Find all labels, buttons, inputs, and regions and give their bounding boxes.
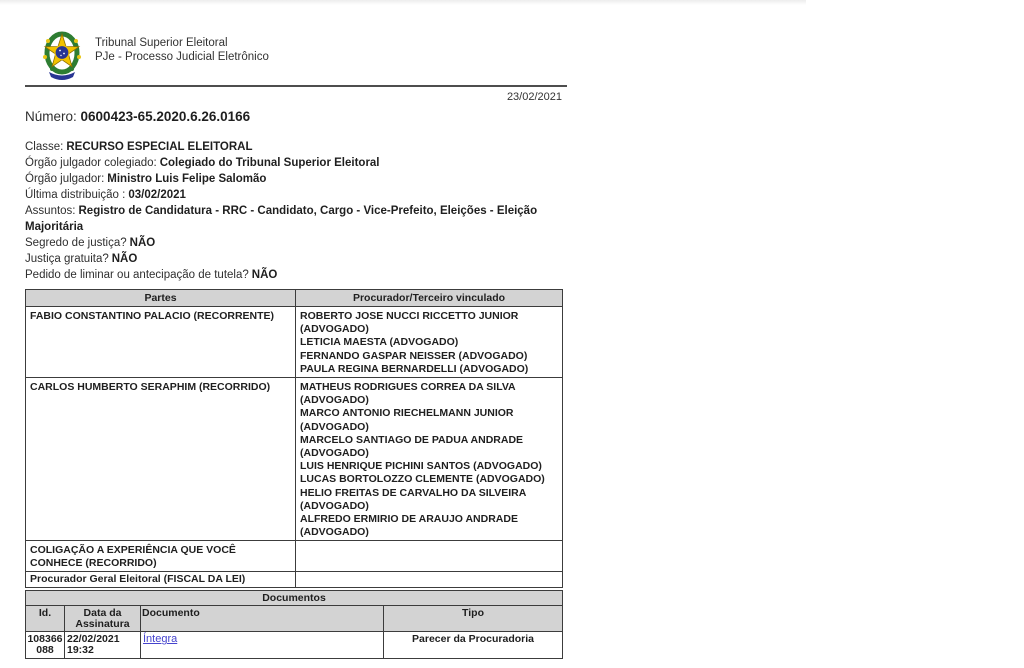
detail-assuntos: Assuntos: Registro de Candidatura - RRC - Candidato, Cargo - Vice-Prefeito, Eleições - Eleição Majoritária — [25, 205, 538, 233]
viewport-top-shadow — [0, 0, 806, 5]
tse-coat-of-arms-logo — [38, 27, 86, 85]
parties-header-row — [26, 290, 563, 307]
lawyer-name: MARCO ANTONIO RIECHELMANN JUNIOR (ADVOGADO) — [300, 407, 514, 433]
table-row — [26, 307, 563, 378]
detail-segredo-justica: Segredo de justiça? NÃO — [25, 237, 156, 249]
documents-title: Documentos — [26, 591, 563, 606]
org-name: Tribunal Superior Eleitoral — [95, 37, 228, 49]
header-divider — [25, 85, 567, 87]
lawyers-cell — [296, 378, 563, 541]
detail-classe: Classe: RECURSO ESPECIAL ELEITORAL — [25, 141, 253, 153]
system-name: PJe - Processo Judicial Eletrônico — [95, 51, 269, 63]
table-row — [26, 378, 563, 541]
case-details — [25, 139, 565, 283]
org-title-block — [95, 36, 269, 64]
detail-pedido-liminar: Pedido de liminar ou antecipação de tutela? NÃO — [25, 269, 278, 281]
parties-table — [25, 289, 563, 588]
party-name: Procurador Geral Eleitoral (FISCAL DA LEI) — [26, 572, 296, 588]
table-row — [26, 541, 563, 572]
case-number-label: Número: — [25, 109, 77, 124]
lawyers-cell-empty — [296, 541, 563, 572]
lawyer-name: LUCAS BORTOLOZZO CLEMENTE (ADVOGADO) — [300, 473, 545, 486]
lawyer-name: PAULA REGINA BERNARDELLI (ADVOGADO) — [300, 362, 529, 375]
document-signature-date: 22/02/2021 19:32 — [65, 632, 141, 659]
case-number-value: 0600423-65.2020.6.26.0166 — [80, 109, 251, 124]
lawyer-name: ALFREDO ERMIRIO DE ARAUJO ANDRADE (ADVOGADO) — [300, 513, 518, 539]
party-name: COLIGAÇÃO A EXPERIÊNCIA QUE VOCÊ CONHECE (RECORRIDO) — [26, 541, 296, 572]
detail-ultima-distribuicao: Última distribuição : 03/02/2021 — [25, 189, 186, 201]
document-link-cell — [141, 632, 384, 659]
documents-table — [25, 590, 563, 659]
documents-title-row — [26, 591, 563, 606]
lawyer-name: ROBERTO JOSE NUCCI RICCETTO JUNIOR (ADVOGADO) — [300, 310, 519, 336]
detail-justica-gratuita: Justiça gratuita? NÃO — [25, 253, 138, 265]
document-row — [26, 632, 563, 659]
document-date: 23/02/2021 — [506, 91, 562, 103]
id-column-header: Id. — [26, 606, 65, 632]
lawyer-name: LUIS HENRIQUE PICHINI SANTOS (ADVOGADO) — [300, 460, 542, 473]
lawyer-name: MARCELO SANTIAGO DE PADUA ANDRADE (ADVOGADO) — [300, 433, 524, 460]
integra-link[interactable]: Íntegra — [143, 633, 178, 646]
lawyers-cell — [296, 307, 563, 378]
brazil-coat-of-arms-icon — [38, 27, 86, 85]
data-assinatura-column-header: Data da Assinatura — [65, 606, 141, 632]
lawyer-name: FERNANDO GASPAR NEISSER (ADVOGADO) — [300, 349, 528, 362]
party-name: FABIO CONSTANTINO PALACIO (RECORRENTE) — [26, 307, 296, 378]
document-type: Parecer da Procuradoria — [384, 632, 563, 659]
lawyer-name: HELIO FREITAS DE CARVALHO DA SILVEIRA (ADVOGADO) — [300, 486, 526, 512]
lawyers-cell-empty — [296, 572, 563, 588]
table-row — [26, 572, 563, 588]
lawyer-name: LETICIA MAESTA (ADVOGADO) — [300, 336, 459, 349]
party-name: CARLOS HUMBERTO SERAPHIM (RECORRIDO) — [26, 378, 296, 541]
procurador-column-header: Procurador/Terceiro vinculado — [296, 290, 563, 307]
parties-column-header: Partes — [26, 290, 296, 307]
document-id: 108366088 — [26, 632, 65, 659]
documento-column-header: Documento — [141, 606, 384, 632]
case-number-line — [25, 109, 250, 124]
detail-orgao-colegiado: Órgão julgador colegiado: Colegiado do Tribunal Superior Eleitoral — [25, 157, 380, 169]
detail-orgao-julgador: Órgão julgador: Ministro Luis Felipe Salomão — [25, 173, 267, 185]
documents-header-row — [26, 606, 563, 632]
tipo-column-header: Tipo — [384, 606, 563, 632]
lawyer-name: MATHEUS RODRIGUES CORREA DA SILVA (ADVOGADO) — [300, 381, 516, 407]
